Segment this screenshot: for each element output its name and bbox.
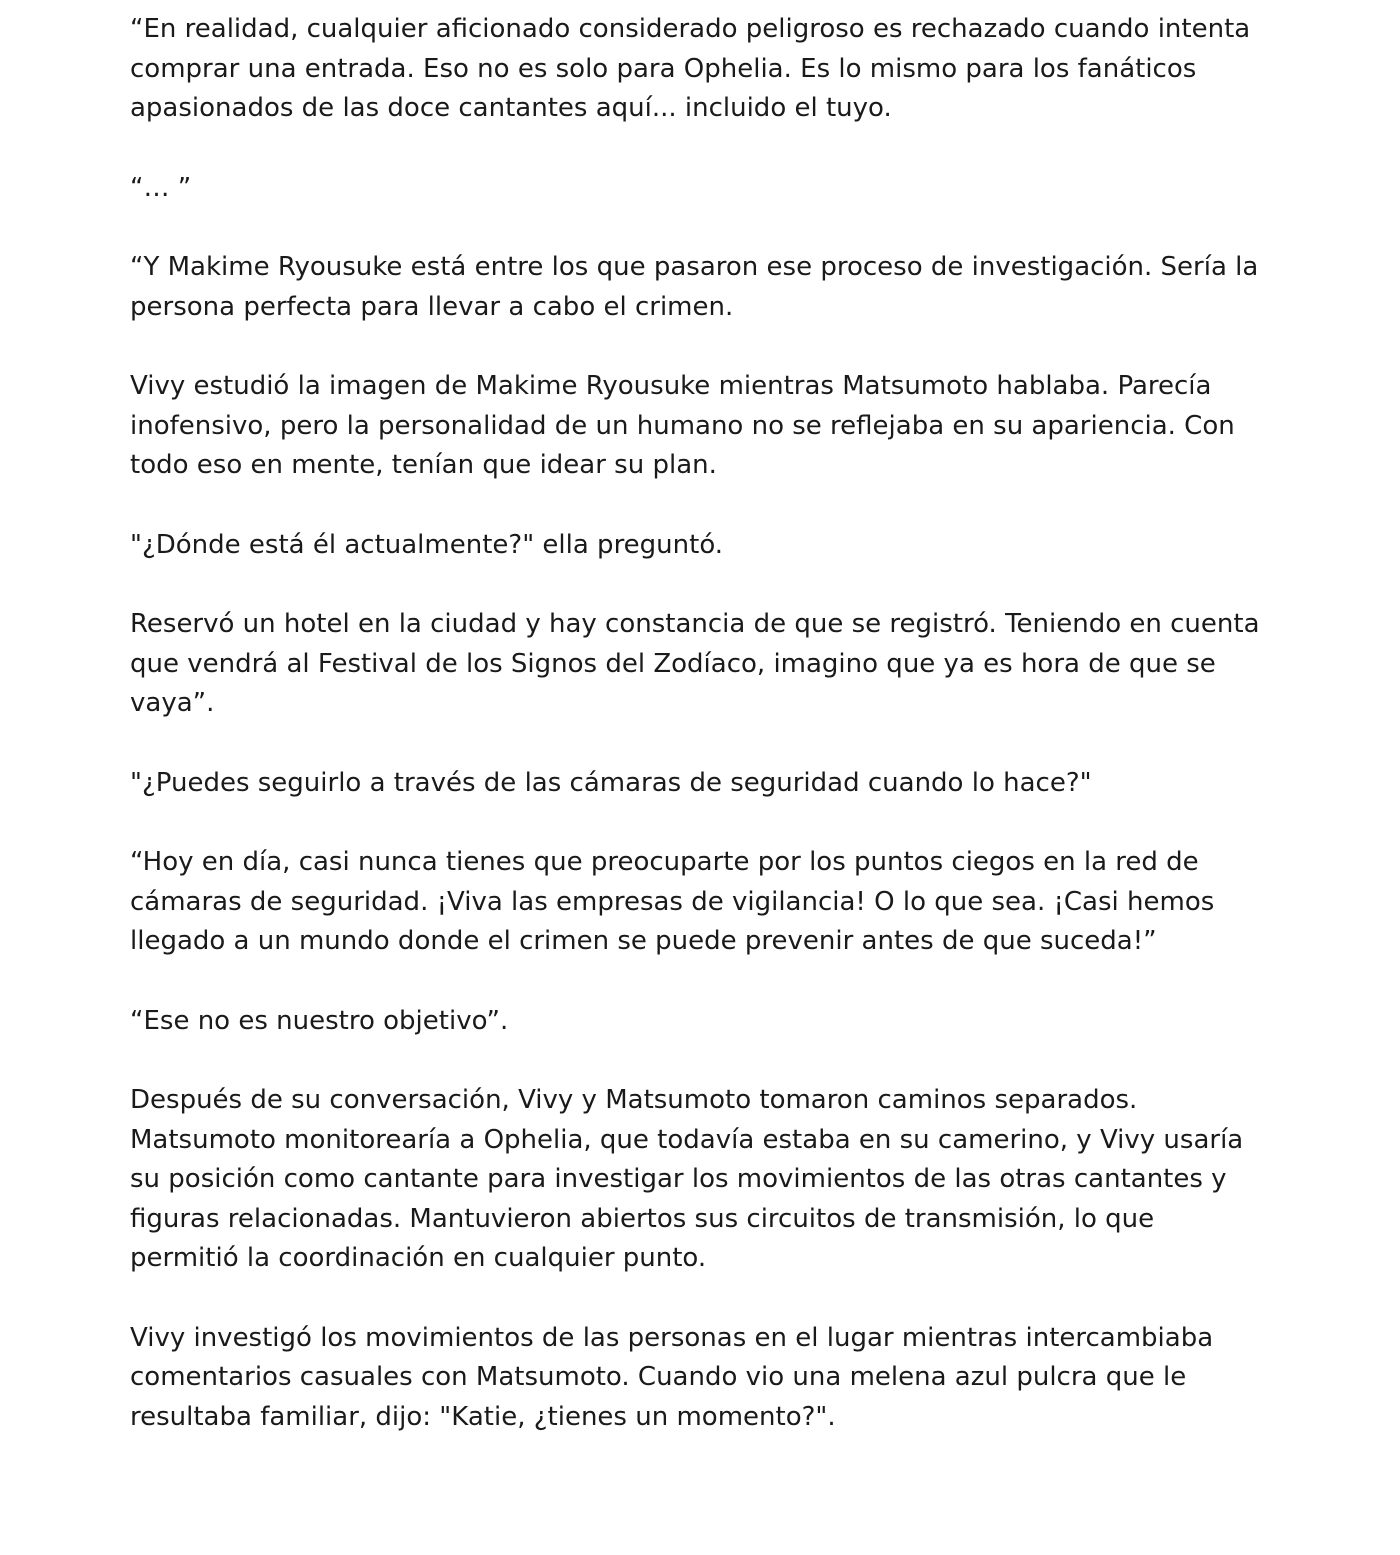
paragraph-11: Vivy investigó los movimientos de las personas en el lugar mientras intercambiaba comentarios casuales con Matsumoto. Cuando vio una melena azul pulcra que le resultaba familiar, dijo: "Katie, ¿tienes un momento?". [130, 1322, 1214, 1432]
paragraph-6: Reservó un hotel en la ciudad y hay constancia de que se registró. Teniendo en cuenta que vendrá al Festival de los Signos del Zodíaco, imagino que ya es hora de que se vaya”. [130, 609, 1260, 718]
paragraph-1: “En realidad, cualquier aficionado considerado peligroso es rechazado cuando intenta comprar una entrada. Eso no es solo para Ophelia. Es lo mismo para los fanáticos apasionados de las doce cantantes aquí... incluido el tuyo. [130, 14, 1251, 123]
paragraph-2: “… ” [130, 172, 192, 203]
document-body [130, 10, 1270, 1477]
paragraph-7: "¿Puedes seguirlo a través de las cámaras de seguridad cuando lo hace?" [130, 767, 1092, 798]
paragraph-9: “Ese no es nuestro objetivo”. [130, 1005, 509, 1036]
paragraph-8: “Hoy en día, casi nunca tienes que preocuparte por los puntos ciegos en la red de cámaras de seguridad. ¡Viva las empresas de vigilancia! O lo que sea. ¡Casi hemos llegado a un mundo donde el crimen se puede prevenir antes de que suceda!” [130, 847, 1215, 956]
paragraph-4: Vivy estudió la imagen de Makime Ryousuke mientras Matsumoto hablaba. Parecía inofensivo, pero la personalidad de un humano no se reflejaba en su apariencia. Con todo eso en mente, tenían que idear su plan. [130, 371, 1235, 480]
paragraph-10: Después de su conversación, Vivy y Matsumoto tomaron caminos separados. Matsumoto monitorearía a Ophelia, que todavía estaba en su camerino, y Vivy usaría su posición como cantante para investigar los movimientos de las otras cantantes y figuras relacionadas. Mantuvieron abiertos sus circuitos de transmisión, lo que permitió la coordinación en cualquier punto. [130, 1085, 1244, 1273]
paragraph-3: “Y Makime Ryousuke está entre los que pasaron ese proceso de investigación. Sería la persona perfecta para llevar a cabo el crimen. [130, 252, 1259, 322]
paragraph-5: "¿Dónde está él actualmente?" ella preguntó. [130, 529, 724, 560]
